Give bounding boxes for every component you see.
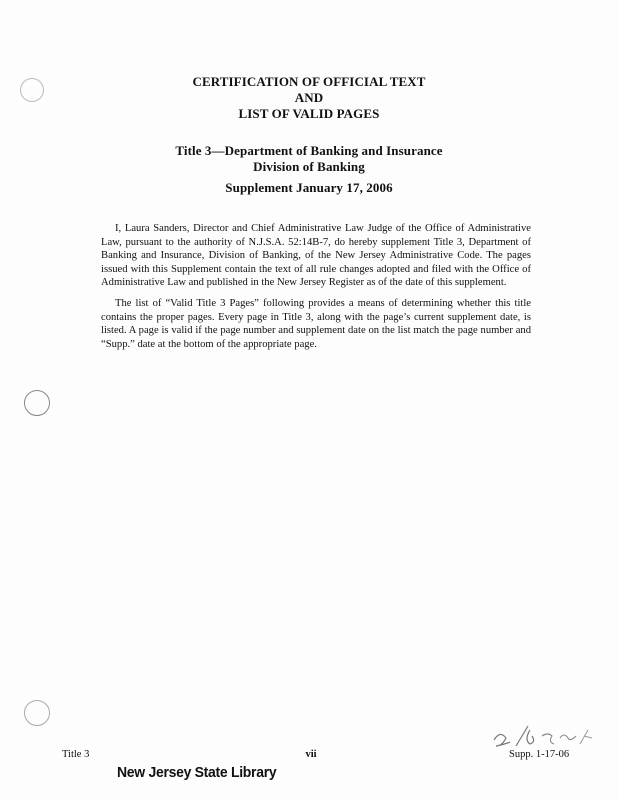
paragraph-valid-pages: The list of “Valid Title 3 Pages” following provides a means of determining whether this title contains the proper pages. Every page in Title 3, along with the page’s current supplement date, is listed. A page is valid if the page number and supplement date on the list match the page number and “Supp.” date at the bottom of the appropriate page.	[101, 298, 531, 350]
title-line-1: Title 3—Department of Banking and Insurance	[175, 143, 443, 158]
heading-line-2: AND	[294, 90, 324, 105]
footer-page-number: vii	[305, 749, 317, 760]
punch-hole-bottom	[24, 700, 50, 726]
punch-hole-middle	[24, 390, 50, 416]
supplement-date: Supplement January 17, 2006	[225, 180, 393, 195]
certification-heading	[0, 74, 618, 122]
heading-line-3: LIST OF VALID PAGES	[238, 106, 380, 121]
certification-body	[101, 222, 531, 290]
heading-line-1: CERTIFICATION OF OFFICIAL TEXT	[192, 74, 426, 89]
paragraph-certification: I, Laura Sanders, Director and Chief Administrative Law Judge of the Office of Administrative Law, pursuant to the authority of N.J.S.A. 52:14B-7, do hereby supplement Title 3, Department of Banking and Insurance, Division of Banking, of the New Jersey Administrative Code. The pages issued with this Supplement contain the text of all rule changes adopted and filed with the Office of Administrative Law and published in the New Jersey Register as of the date of this supplement.	[101, 223, 531, 288]
title-line-2: Division of Banking	[253, 159, 365, 174]
library-stamp: New Jersey State Library	[117, 763, 277, 781]
title-heading	[0, 143, 618, 175]
footer-title: Title 3	[62, 749, 90, 760]
valid-pages-body	[101, 297, 531, 351]
footer-supplement: Supp. 1-17-06	[509, 749, 570, 760]
